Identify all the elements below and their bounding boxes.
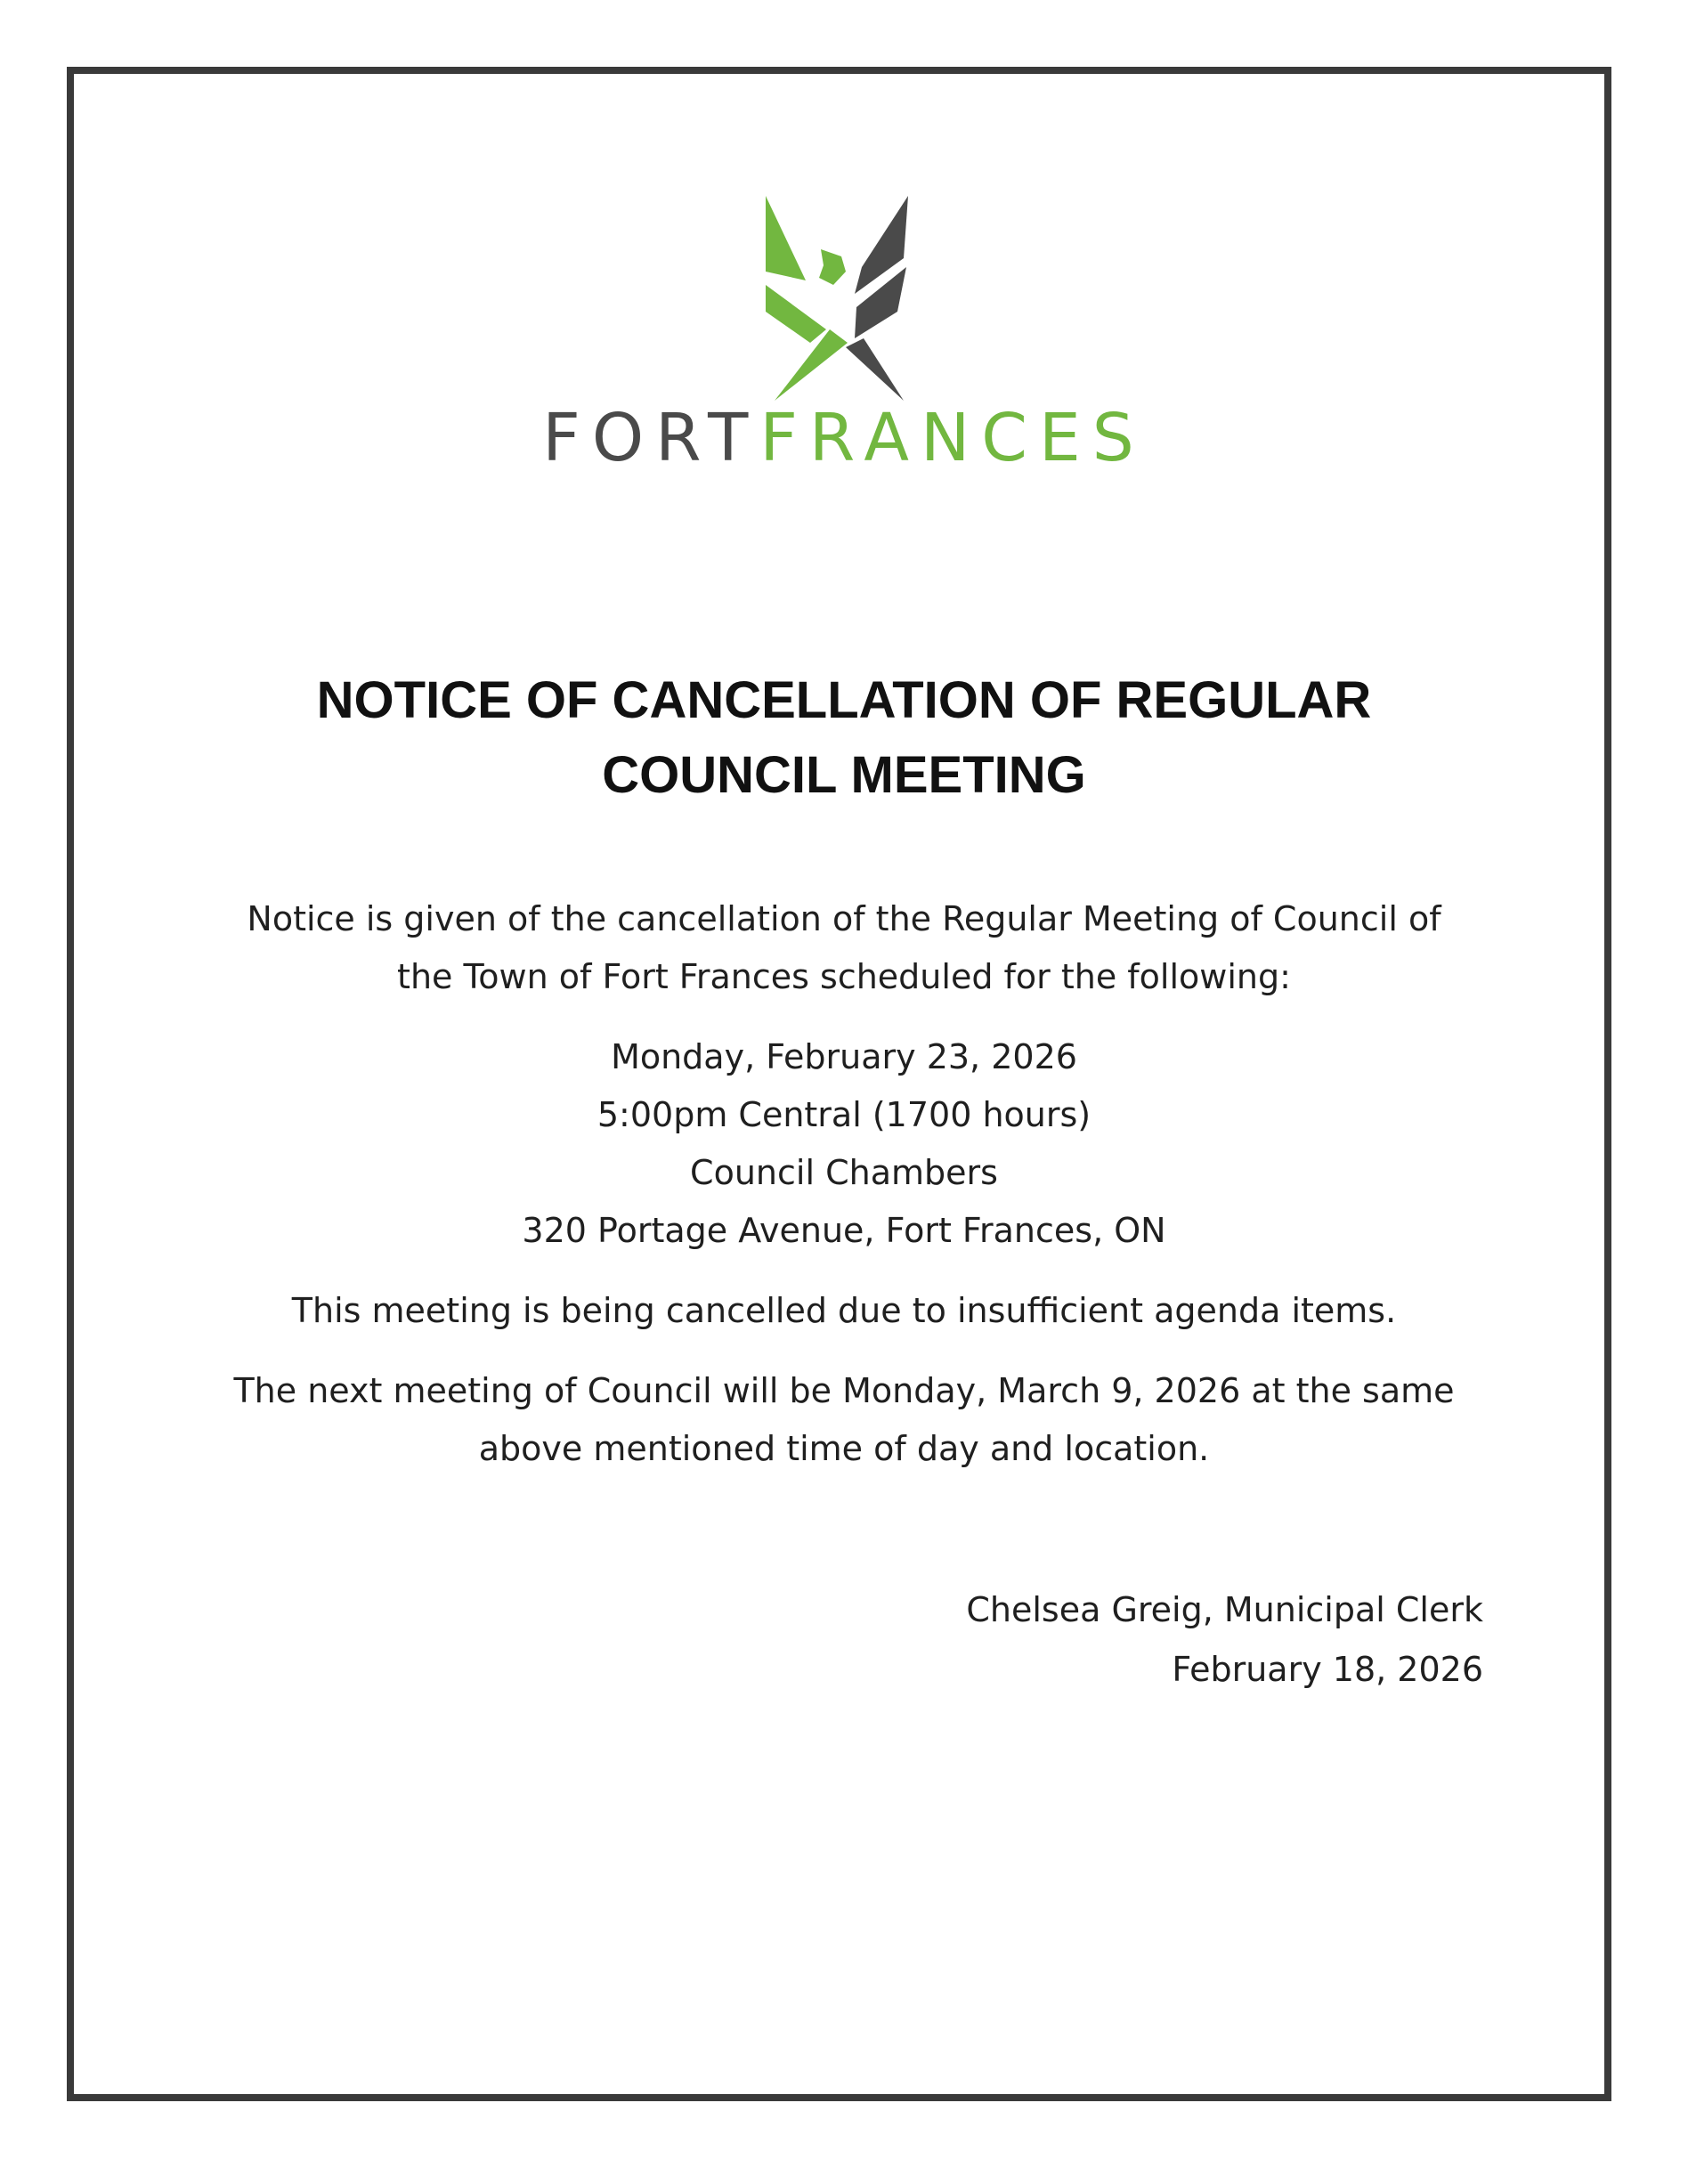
logo-word-frances: FRANCES — [759, 400, 1146, 476]
signature-block — [966, 1580, 1483, 1700]
notice-title-line1: NOTICE OF CANCELLATION OF REGULAR — [316, 671, 1372, 729]
signature-name: Chelsea Greig, Municipal Clerk — [966, 1590, 1483, 1629]
notice-title — [0, 663, 1688, 813]
next-meeting-line1: The next meeting of Council will be Monday, March 9, 2026 at the same — [233, 1371, 1455, 1410]
meeting-date: Monday, February 23, 2026 — [611, 1037, 1077, 1076]
cancellation-reason — [0, 1282, 1688, 1340]
next-meeting-line2: above mentioned time of day and location. — [478, 1429, 1210, 1468]
intro-paragraph — [0, 890, 1688, 1006]
intro-line2: the Town of Fort Frances scheduled for the following: — [397, 957, 1291, 996]
intro-line1: Notice is given of the cancellation of the Regular Meeting of Council of — [247, 899, 1441, 938]
signature-date: February 18, 2026 — [1172, 1650, 1483, 1689]
reason-text: This meeting is being cancelled due to insufficient agenda items. — [291, 1291, 1397, 1330]
butterfly-bird-logo-icon — [757, 196, 917, 401]
logo-wordmark — [0, 400, 1688, 476]
meeting-details — [0, 1028, 1688, 1260]
meeting-time: 5:00pm Central (1700 hours) — [596, 1095, 1092, 1134]
meeting-venue: Council Chambers — [690, 1153, 998, 1192]
meeting-address: 320 Portage Avenue, Fort Frances, ON — [522, 1211, 1166, 1250]
next-meeting-paragraph — [0, 1362, 1688, 1478]
logo-word-fort: FORT — [542, 400, 760, 476]
notice-title-line2: COUNCIL MEETING — [602, 746, 1086, 804]
